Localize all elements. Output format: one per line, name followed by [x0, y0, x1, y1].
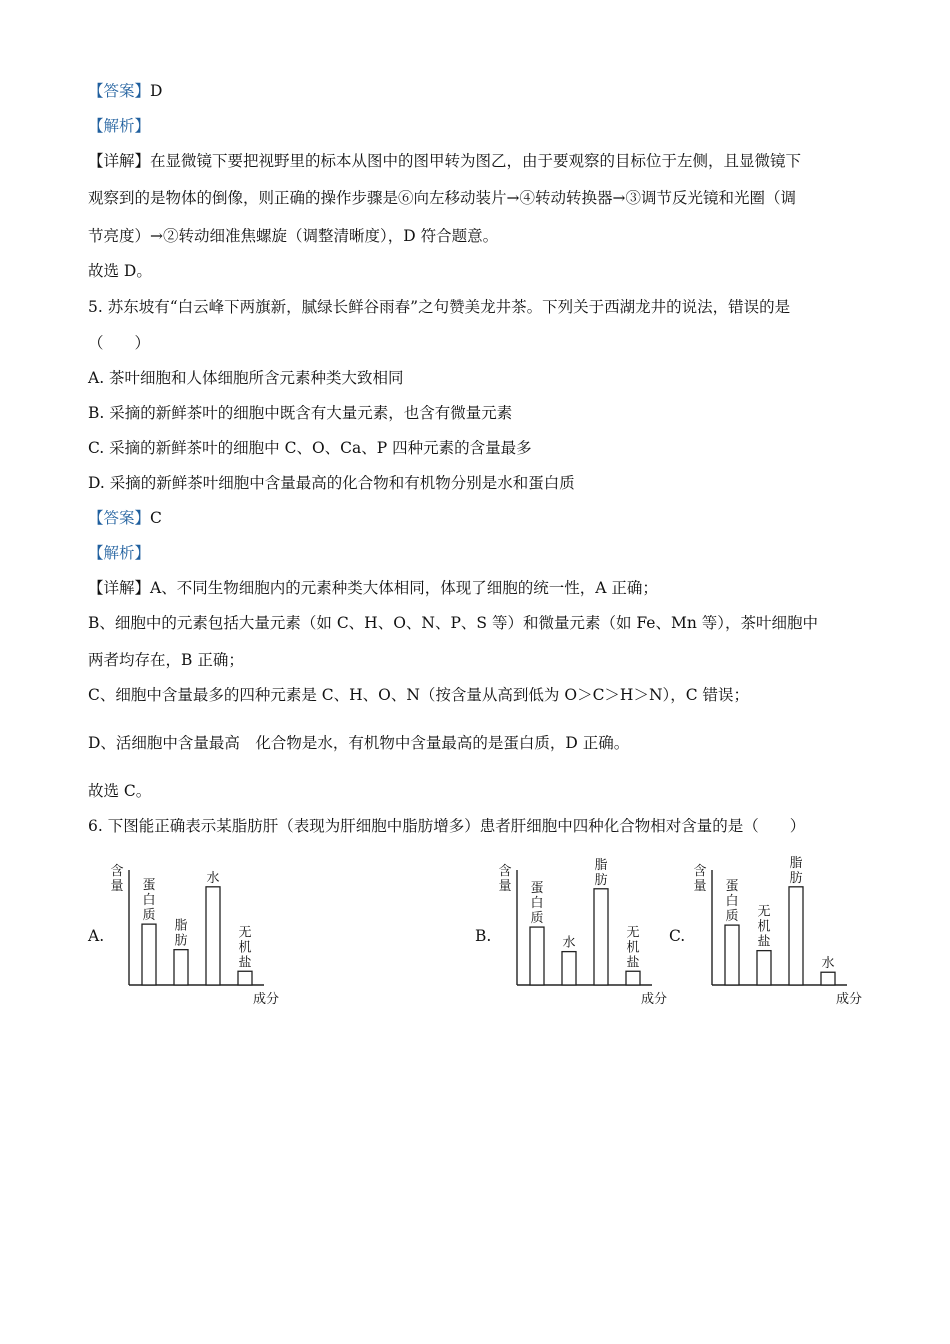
bar-label-protein-char: 质: [725, 909, 739, 925]
bar-label-protein-char: 蛋: [725, 879, 739, 895]
y-axis-label: [110, 864, 123, 894]
bar-label-inorganic-salt-char: 盐: [238, 955, 252, 971]
bar-protein: [725, 925, 739, 985]
answer-tag: 【答案】: [88, 509, 151, 527]
bar-inorganic-salt: [757, 951, 771, 985]
bar-label-fat-char: 肪: [174, 933, 188, 949]
q5-option-b: B. 采摘的新鲜茶叶的细胞中既含有大量元素，也含有微量元素: [88, 404, 513, 422]
bar-label-fat-char: 脂: [789, 855, 803, 871]
option-b-label: B.: [475, 927, 492, 945]
chart-a-svg: [105, 850, 285, 1012]
option-c-label: C.: [669, 927, 686, 945]
bar-label-inorganic-salt: [626, 925, 639, 970]
bar-label-protein-char: 质: [142, 908, 156, 924]
q5-option-a: A. 茶叶细胞和人体细胞所含元素种类大致相同: [88, 369, 404, 387]
chart-b-svg: [493, 850, 673, 1012]
bar-fat: [594, 889, 608, 985]
bar-water: [562, 952, 576, 985]
bar-fat: [174, 950, 188, 985]
y-axis-label-char: 量: [110, 879, 124, 894]
bar-label-water: [206, 870, 219, 886]
bar-label-protein: [530, 881, 543, 926]
bar-label-fat: [594, 857, 607, 888]
bar-label-inorganic-salt: [757, 905, 770, 950]
bar-label-protein-char: 蛋: [530, 881, 544, 897]
bar-label-protein-char: 蛋: [142, 878, 156, 894]
q4-detail-line-3: 节亮度）→②转动细准焦螺旋（调整清晰度），D 符合题意。: [88, 227, 499, 245]
chart-c-svg: [688, 850, 868, 1012]
chart-a: [105, 850, 285, 1012]
bar-label-fat: [789, 855, 802, 886]
bar-inorganic-salt: [238, 971, 252, 985]
q5-conclusion: 故选 C。: [88, 782, 152, 800]
q5-stem-line-2: （ ）: [88, 334, 151, 352]
bar-protein: [530, 927, 544, 985]
q4-conclusion: 故选 D。: [88, 262, 152, 280]
bar-label-water: [562, 935, 575, 951]
answer-value: C: [150, 509, 162, 527]
q5-detail-a: [88, 578, 658, 598]
bar-label-inorganic-salt: [238, 925, 251, 970]
bar-label-inorganic-salt-char: 机: [238, 940, 252, 956]
bar-label-fat-char: 肪: [594, 872, 608, 888]
bar-water: [206, 887, 220, 985]
bar-label-fat-char: 脂: [174, 918, 188, 934]
q5-detail-c: C、细胞中含量最多的四种元素是 C、H、O、N（按含量从高到低为 O＞C＞H＞N），C 错误；: [88, 686, 750, 704]
q5-option-d: D. 采摘的新鲜茶叶细胞中含量最高的化合物和有机物分别是水和蛋白质: [88, 474, 575, 492]
y-axis-label: [693, 864, 706, 894]
bar-label-water-char: 水: [206, 870, 220, 886]
bar-water: [821, 972, 835, 985]
x-axis-label: 成分: [835, 992, 863, 1007]
detail-text: 在显微镜下要把视野里的标本从图中的图甲转为图乙，由于要观察的目标位于左侧，且显微镜下: [150, 152, 802, 170]
bar-label-protein: [725, 879, 738, 924]
bar-label-fat-char: 脂: [594, 857, 608, 873]
bar-label-protein-char: 白: [142, 893, 156, 909]
bar-protein: [142, 924, 156, 985]
detail-text: A、不同生物细胞内的元素种类大体相同，体现了细胞的统一性，A 正确；: [150, 579, 658, 597]
option-a-label: A.: [88, 927, 105, 945]
bar-fat: [789, 887, 803, 985]
q4-detail-line-1: [88, 151, 801, 171]
answer-value: D: [150, 82, 163, 100]
bar-label-inorganic-salt-char: 机: [626, 940, 640, 956]
bar-label-inorganic-salt-char: 无: [757, 904, 771, 920]
q5-option-c: C. 采摘的新鲜茶叶的细胞中 C、O、Ca、P 四种元素的含量最多: [88, 439, 532, 457]
bar-label-inorganic-salt-char: 无: [626, 925, 640, 941]
bar-label-inorganic-salt-char: 无: [238, 925, 252, 941]
x-axis-label: 成分: [252, 992, 280, 1007]
answer-tag: 【答案】: [88, 82, 151, 100]
q5-stem-line-1: 5. 苏东坡有“白云峰下两旗新，腻绿长鲜谷雨春”之句赞美龙井茶。下列关于西湖龙井的说法，错误的是: [88, 298, 791, 316]
q5-answer-line: [88, 508, 162, 528]
y-axis-label-char: 量: [693, 879, 707, 894]
bar-label-protein-char: 质: [530, 911, 544, 927]
detail-tag: 【详解】: [88, 579, 151, 597]
chart-c: [688, 850, 868, 1012]
bar-label-water: [821, 955, 834, 971]
bar-label-inorganic-salt-char: 机: [757, 919, 771, 935]
detail-tag: 【详解】: [88, 152, 151, 170]
bar-inorganic-salt: [626, 971, 640, 985]
q6-stem: 6. 下图能正确表示某脂肪肝（表现为肝细胞中脂肪增多）患者肝细胞中四种化合物相对含量的是（ ）: [88, 817, 806, 835]
y-axis-label-char: 量: [498, 879, 512, 894]
y-axis-label-char: 含: [110, 864, 124, 879]
bar-label-inorganic-salt-char: 盐: [757, 934, 771, 950]
bar-label-protein-char: 白: [530, 896, 544, 912]
bar-label-protein: [142, 878, 155, 923]
y-axis-label-char: 含: [693, 864, 707, 879]
bar-label-protein-char: 白: [725, 894, 739, 910]
bar-label-inorganic-salt-char: 盐: [626, 955, 640, 971]
bar-label-water-char: 水: [562, 935, 576, 951]
bar-label-fat: [174, 918, 187, 949]
bar-label-water-char: 水: [821, 956, 835, 972]
y-axis-label: [498, 864, 511, 894]
y-axis-label-char: 含: [498, 864, 512, 879]
q4-analysis-tag: 【解析】: [88, 117, 151, 135]
chart-b: [493, 850, 673, 1012]
x-axis-label: 成分: [640, 992, 668, 1007]
q4-answer-line: [88, 81, 162, 101]
q5-detail-d: D、活细胞中含量最高 化合物是水，有机物中含量最高的是蛋白质，D 正确。: [88, 734, 630, 752]
q5-detail-b2: 两者均存在，B 正确；: [88, 651, 244, 669]
q5-analysis-tag: 【解析】: [88, 544, 151, 562]
bar-label-fat-char: 肪: [789, 870, 803, 886]
q5-detail-b1: B、细胞中的元素包括大量元素（如 C、H、O、N、P、S 等）和微量元素（如 Fe、Mn 等），茶叶细胞中: [88, 614, 818, 632]
q4-detail-line-2: 观察到的是物体的倒像，则正确的操作步骤是⑥向左移动装片→④转动转换器→③调节反光镜和光圈（调: [88, 189, 796, 207]
